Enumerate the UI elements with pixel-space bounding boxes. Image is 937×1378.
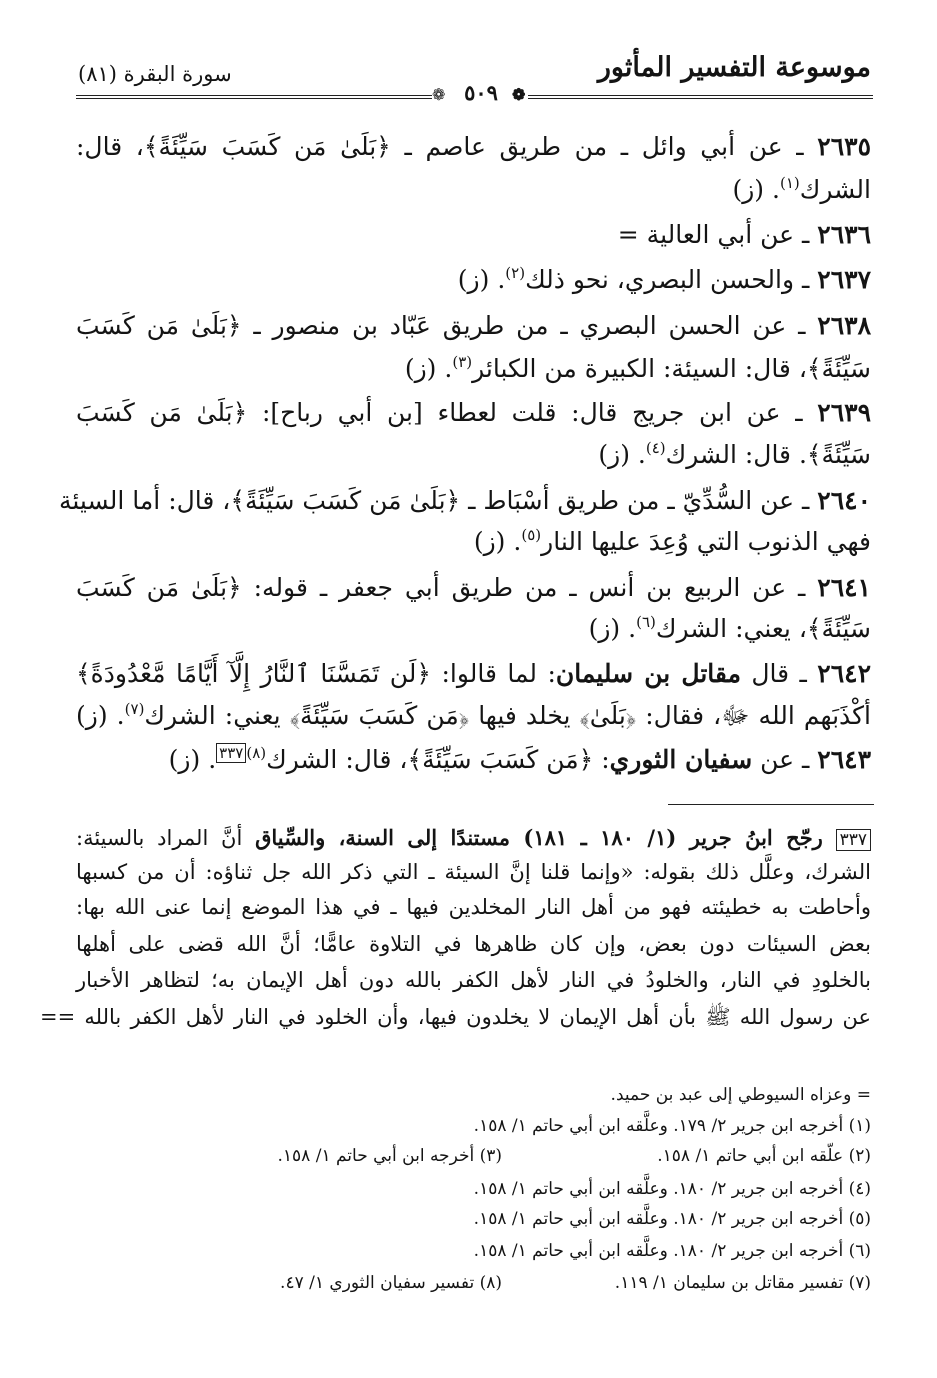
entry-text: ـ عن السُّدِّيّ ـ من طريق أسْبَاط ـ ﴿بَلَىٰ مَن كَسَبَ سَيِّئَةً﴾، قال: أما السيئة — [58, 486, 810, 515]
entry-text: . (ز) — [404, 354, 453, 383]
page-number: ٥٠٩ — [464, 80, 498, 105]
commentary-line-5: بالخلودِ في النار، والخلودُ في النار لأهل الكفر بالله دون أهل الإيمان به؛ لتظاهر الأخبار — [76, 968, 871, 992]
entry-text: ـ عن ابن جريج قال: قلت لعطاء [بن أبي رباح]: ﴿بَلَىٰ مَن كَسَبَ — [76, 398, 803, 427]
commentary-line-2: الشرك، وعلَّل ذلك بقوله: «وإنما قلنا إنَّ السيئة ـ التي ذكر الله جل ثناؤه: أن من كسبها — [76, 860, 871, 884]
entry-2642-line-1 — [76, 660, 871, 689]
entry-number: ٢٦٤١ — [817, 573, 871, 602]
entry-number: ٢٦٤٢ — [817, 659, 872, 688]
commentary-line-3: وأحاطت به خطيئته فهو من أهل النار المخلدين فيها ـ في هذا الموضع إنما عنى الله بها: — [76, 895, 871, 919]
footnote-ref: (٥) — [521, 526, 542, 544]
entry-2641-line-1 — [76, 574, 871, 603]
entry-2635-line-1 — [76, 133, 871, 162]
entry-2636 — [618, 221, 871, 250]
entry-2640-line-1 — [58, 486, 871, 516]
commentary-text: أنَّ المراد بالسيئة: — [76, 826, 256, 850]
footnote-4: (٤) أخرجه ابن جرير ٢/ ١٨٠. وعلَّقه ابن أبي حاتم ١/ ١٥٨. — [473, 1179, 871, 1199]
scholar-name: مقاتل بن سليمان — [555, 659, 741, 688]
surah-label: سورة البقرة (٨١) — [78, 62, 232, 86]
header-rule — [528, 95, 873, 96]
commentary-line-6: عن رسول الله ﷺ بأن أهل الإيمان لا يخلدون فيها، وأن الخلود في النار لأهل الكفر بالله == — [40, 1005, 871, 1029]
commentary-text: رجّح — [772, 825, 823, 850]
footnote-3: (٣) أخرجه ابن أبي حاتم ١/ ١٥٨. — [277, 1146, 502, 1166]
entry-number: ٢٦٣٩ — [817, 398, 871, 427]
entry-text: ـ عن الربيع بن أنس ـ من طريق أبي جعفر ـ قوله: ﴿بَلَىٰ مَن كَسَبَ — [76, 573, 806, 602]
footnote-1: (١) أخرجه ابن جرير ٢/ ١٧٩. وعلَّقه ابن أبي حاتم ١/ ١٥٨. — [473, 1116, 871, 1136]
footnote-ref: (١) — [779, 174, 800, 192]
entry-2639-line-1 — [76, 399, 871, 428]
book-title: موسوعة التفسير المأثور — [597, 52, 871, 83]
commentary-ref-box: ٣٣٧ — [216, 743, 246, 763]
footnote-ref: (٧) — [124, 700, 145, 718]
footnote-8: (٨) تفسير سفيان الثوري ١/ ٤٧. — [280, 1273, 502, 1293]
entry-2643 — [169, 746, 871, 775]
entry-2635-line-2 — [732, 176, 871, 205]
entry-text: . (ز) — [457, 265, 506, 294]
entry-number: ٢٦٣٥ — [817, 132, 871, 161]
footnote-continuation: = وعزاه السيوطي إلى عبد بن حميد. — [610, 1085, 871, 1105]
entry-text: سَيِّئَةً﴾، قال: السيئة: الكبيرة من الكبائر — [472, 354, 871, 383]
entry-number: ٢٦٣٨ — [817, 311, 871, 340]
ornament-icon: ❁ — [512, 85, 526, 104]
scholar-name: ابنُ جرير — [689, 825, 773, 850]
entry-text: الشرك — [799, 175, 871, 204]
entry-2638-line-2 — [405, 355, 871, 384]
entry-text: ـ قال — [740, 659, 807, 688]
entry-number: ٢٦٣٧ — [817, 265, 871, 294]
commentary-number-box: ٣٣٧ — [836, 829, 871, 851]
footnote-ref: (٤) — [645, 439, 666, 457]
footnote-ref: (٦) — [636, 613, 656, 631]
entry-2638-line-1 — [76, 312, 871, 341]
ornament-icon: ❁ — [432, 85, 446, 104]
entry-text: أكْذَبَهم الله ﷻ، فقال: ﴿بَلَىٰ﴾ يخلد فيها ﴿مَن كَسَبَ سَيِّئَةً﴾ يعني: الشرك — [144, 701, 871, 730]
entry-text: ـ والحسن البصري، نحو ذلك — [525, 265, 810, 294]
header-rule — [76, 98, 432, 99]
entry-text: . (ز) — [598, 440, 646, 469]
entry-text: . (ز) — [168, 745, 217, 774]
entry-text: . (ز) — [588, 614, 637, 643]
entry-text: : ﴿مَن كَسَبَ سَيِّئَةً﴾، قال: الشرك — [266, 745, 610, 774]
footnote-ref: (٢) — [505, 264, 526, 282]
footnote-ref: (٣) — [452, 353, 473, 371]
entry-number: ٢٦٤٠ — [817, 486, 871, 515]
entry-number: ٢٦٤٣ — [817, 745, 871, 774]
commentary-line-1 — [76, 825, 871, 850]
footnote-ref: (٨) — [246, 744, 267, 762]
entry-text: فهي الذنوب التي وُعِدَ عليها النار — [541, 527, 871, 556]
entry-2641-line-2 — [589, 615, 871, 644]
entry-text: . (ز) — [732, 175, 780, 204]
footnote-2: (٢) علّقه ابن أبي حاتم ١/ ١٥٨. — [657, 1146, 871, 1166]
commentary-text: (١/ ١٨٠ ـ ١٨١) مستندًا إلى السنة، والسِّياق — [255, 825, 690, 850]
entry-text: ـ عن أبي وائل ـ من طريق عاصم ـ ﴿بَلَىٰ مَن كَسَبَ سَيِّئَةً﴾، قال: — [76, 132, 804, 161]
entry-number: ٢٦٣٦ — [817, 220, 871, 249]
entry-text: ـ عن أبي العالية = — [617, 220, 810, 249]
entry-text: سَيِّئَةً﴾، يعني: الشرك — [655, 614, 871, 643]
footnote-6: (٦) أخرجه ابن جرير ٢/ ١٨٠. وعلَّقه ابن أبي حاتم ١/ ١٥٨. — [473, 1241, 871, 1261]
entry-text: : لما قالوا: ﴿لَن تَمَسَّنَا ٱلنَّارُ إِلَّآ أَيَّامًا مَّعْدُودَةً﴾ — [76, 659, 556, 688]
commentary-line-4: بعض السيئات دون بعض، وإن كان ظاهرها في التلاوة عامًّا؛ أنَّ الله قضى على أهلها — [76, 932, 871, 956]
entry-2637 — [458, 266, 871, 295]
entry-2640-line-2 — [474, 528, 871, 557]
footnote-5: (٥) أخرجه ابن جرير ٢/ ١٨٠. وعلَّقه ابن أبي حاتم ١/ ١٥٨. — [473, 1209, 871, 1229]
entry-text: . (ز) — [76, 701, 125, 730]
commentary-separator — [668, 804, 874, 805]
entry-text: . (ز) — [473, 527, 522, 556]
header-rule — [528, 98, 873, 99]
entry-2642-line-2 — [76, 702, 871, 731]
entry-text: ـ عن — [752, 745, 810, 774]
scholar-name: سفيان الثوري — [609, 745, 753, 774]
entry-2639-line-2 — [598, 441, 871, 470]
header-rule — [76, 95, 432, 96]
entry-text: سَيِّئَةً﴾. قال: الشرك — [665, 440, 871, 469]
entry-text: ـ عن الحسن البصري ـ من طريق عَبّاد بن منصور ـ ﴿بَلَىٰ مَن كَسَبَ — [76, 311, 806, 340]
footnote-7: (٧) تفسير مقاتل بن سليمان ١/ ١١٩. — [614, 1273, 871, 1293]
